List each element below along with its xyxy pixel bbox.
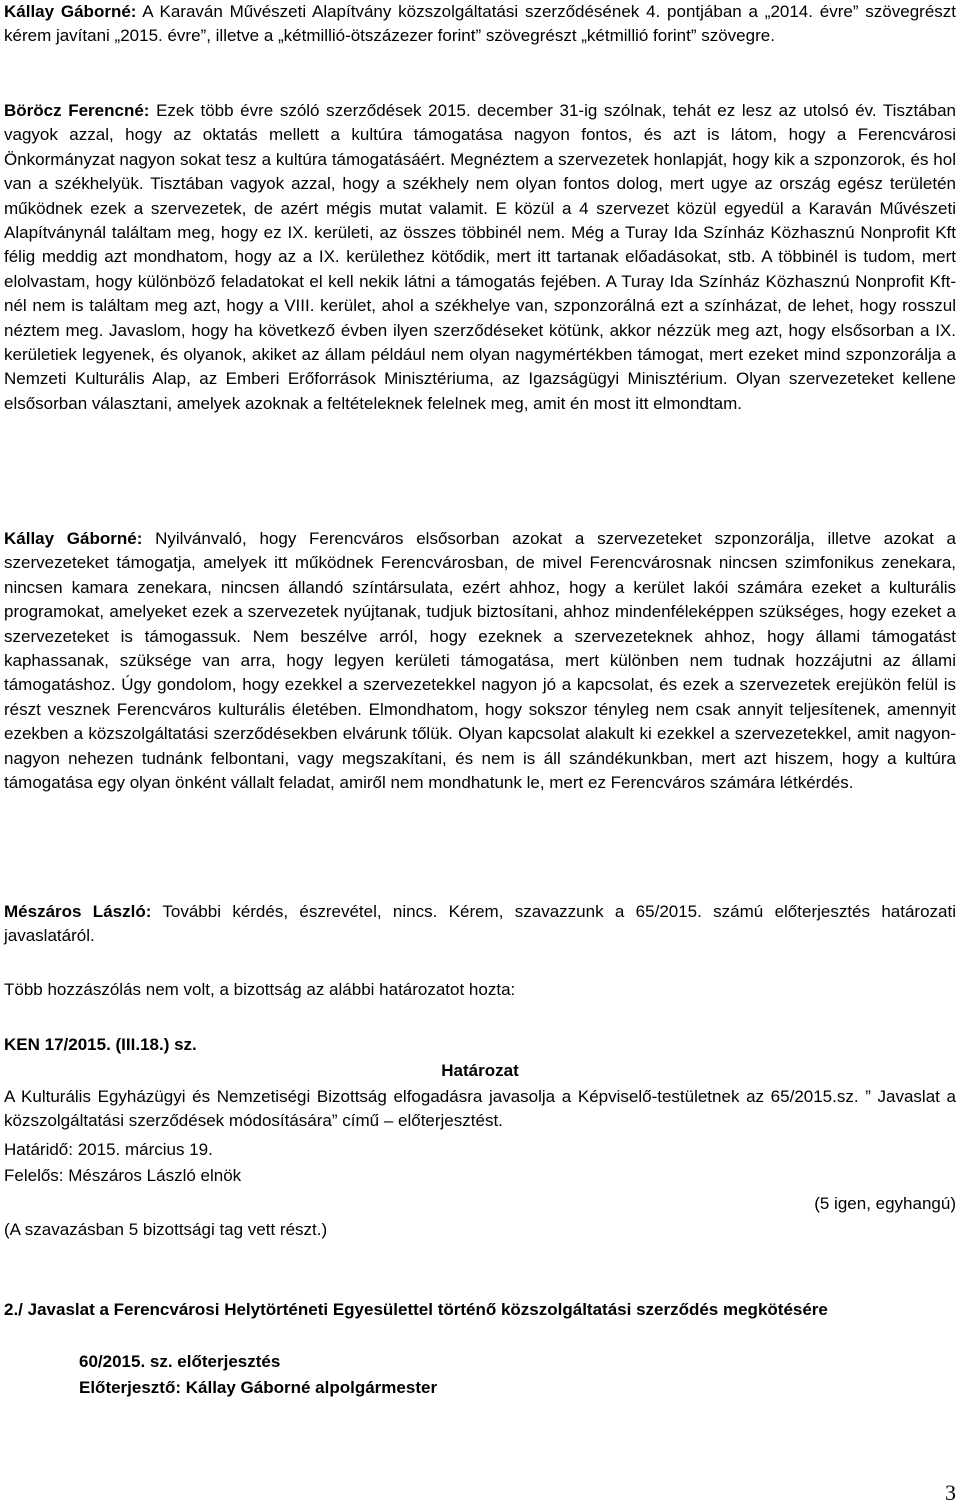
speech-paragraph (4, 527, 956, 795)
speech-text: További kérdés, észrevétel, nincs. Kérem, szavazzunk a 65/2015. számú előterjesztés határozati javaslatáról. (4, 902, 956, 946)
page-number: 3 (945, 1480, 956, 1505)
speech-text: Ezek több évre szóló szerződések 2015. december 31-ig szólnak, tehát ez lesz az utolsó év. Tisztában vagyok azzal, hogy az oktatás mellett a kultúra támogatása nagyon fontos, és azt is látom, hogy a Ferencvárosi Önkormányzat nagyon sokat tesz a kultúra támogatásáért. Megnéztem a szervezetek honlapját, hogy kik a szponzorok, és hol van a székhelyük. Tisztában vagyok azzal, hogy a székhely nem olyan fontos dolog, mert ugye az ország egész területén működnek ezek a szervezetek, de azért mégis mutat valamit. E közül a 4 szervezet közül egyedül a Karaván Művészeti Alapítványnál találtam meg, hogy ez IX. kerületi, az összes többinél nem. Még a Turay Ida Színház Közhasznú Nonprofit Kft félig meddig azt mondhatom, hogy az a IX. kerülethez kötődik, mert itt tartanak előadásokat, stb. A többinél is tudom, mert elolvastam, hogy különböző feladatokat el kell nekik látni a támogatás fejében. A Turay Ida Színház Közhasznú Nonprofit Kft-nél nem is találtam meg azt, hogy a VIII. kerület, ahol a székhelye van, szponzorálná ezt a színházat, de lehet, hogy rosszul néztem meg. Javaslom, hogy ha következő évben ilyen szerződéseket kötünk, akkor nézzük meg azt, hogy elsősorban a IX. kerületiek legyenek, és olyanok, akiket az állam például nem olyan nagymértékben támogat, mert ezeket mind szponzorálja a Nemzeti Kulturális Alap, az Emberi Erőforrások Minisztériuma, az Igazságügyi Minisztérium. Olyan szervezeteket kellene elsősorban választani, amelyek azoknak a feltételeknek felelnek meg, amit én most itt elmondtam. (4, 101, 956, 413)
vote-result: (5 igen, egyhangú) (814, 1194, 956, 1213)
agenda-item-proposal: 60/2015. sz. előterjesztés (79, 1352, 281, 1371)
speech-paragraph (4, 99, 956, 416)
agenda-item-presenter: Előterjesztő: Kállay Gáborné alpolgármester (79, 1378, 438, 1397)
no-more-comments: Több hozzászólás nem volt, a bizottság az alábbi határozatot hozta: (4, 980, 516, 999)
speech-text: A Karaván Művészeti Alapítvány közszolgáltatási szerződésének 4. pontjában a „2014. évre” szövegrészt kérem javítani „2015. évre”, illetve a „kétmillió-ötszázezer forint” szövegrészt „kétmillió forint” szövegre. (4, 2, 957, 46)
speaker-name: Kállay Gáborné: (4, 2, 137, 21)
vote-participation: (A szavazásban 5 bizottsági tag vett részt.) (4, 1220, 328, 1239)
resolution-deadline: Határidő: 2015. március 19. (4, 1140, 213, 1159)
speaker-name: Kállay Gáborné: (4, 529, 143, 548)
resolution-number: KEN 17/2015. (III.18.) sz. (4, 1035, 197, 1054)
speaker-name: Böröcz Ferencné: (4, 101, 150, 120)
speech-paragraph (4, 0, 956, 49)
resolution-responsible: Felelős: Mészáros László elnök (4, 1166, 242, 1185)
speech-paragraph (4, 900, 956, 949)
speaker-name: Mészáros László: (4, 902, 152, 921)
resolution-title: Határozat (441, 1061, 519, 1080)
speech-text: Nyilvánvaló, hogy Ferencváros elsősorban azokat a szervezeteket szponzorálja, illetve azokat a szervezeteket támogatja, amelyek itt működnek Ferencvárosban, de mivel Ferencvárosnak nincsen szimfonikus zenekara, nincsen kamara zenekara, nincsen állandó színtársulata, ezért ahhoz, hogy a kerület lakói számára ezeket a kulturális programokat, amelyeket ezek a szervezetek nyújtanak, tudjuk biztosítani, ahhoz mindenféleképpen szükséges, hogy ezeket a szervezeteket is támogassuk. Nem beszélve arról, hogy ezeknek a szervezeteknek ahhoz, hogy állami támogatást kaphassanak, szüksége van arra, hogy legyen kerületi támogatása, mert különben nem tudnak hozzájutni az állami támogatáshoz. Úgy gondolom, hogy ezekkel a szervezetekkel nagyon jó a kapcsolat, és ezek a szervezetek erejükön felül is részt vesznek Ferencváros kulturális életében. Elmondhatom, hogy sokszor tényleg nem csak annyit teljesítenek, amennyit ezekben a közszolgáltatási szerződésekben elvárunk tőlük. Olyan kapcsolat alakult ki ezekkel a szervezetekkel, amit nagyon-nagyon nehezen tudnánk felbontani, vagy megszakítani, és nem is áll szándékunkban, mert azt hiszem, hogy a kultúra támogatása egy olyan önként vállalt feladat, amiről nem mondhatunk le, mert ez Ferencváros számára létkérdés. (4, 529, 956, 793)
resolution-text: A Kulturális Egyházügyi és Nemzetiségi Bizottság elfogadásra javasolja a Képviselő-testületnek az 65/2015.sz. ” Javaslat a közszolgáltatási szerződések módosítására” című – előterjesztést. (4, 1087, 956, 1131)
agenda-item-title: 2./ Javaslat a Ferencvárosi Helytörténeti Egyesülettel történő közszolgáltatási szerződés megkötésére (4, 1300, 828, 1319)
